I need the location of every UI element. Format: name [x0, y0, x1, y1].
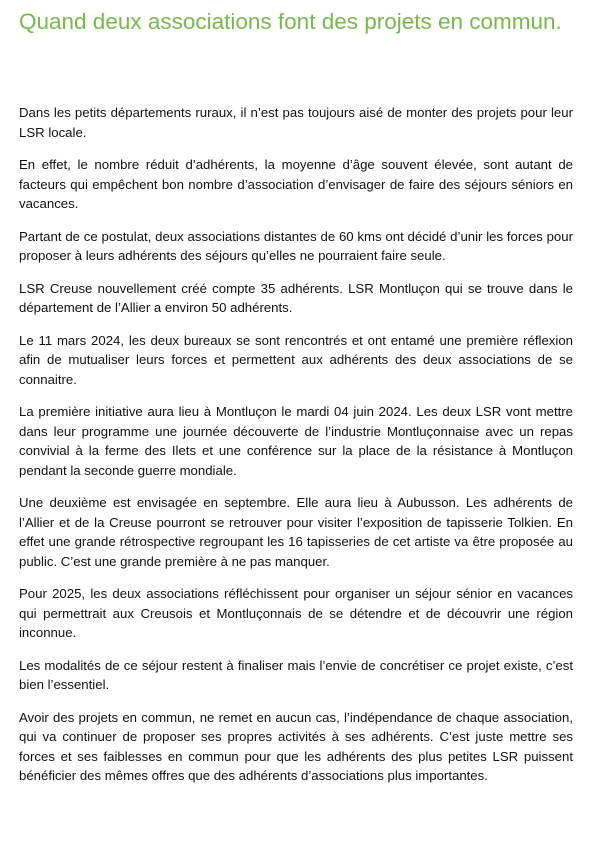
paragraph-2: En effet, le nombre réduit d’adhérents, la moyenne d’âge souvent élevée, sont autant de facteurs qui empêchent bon nombre d’association d’envisager de faire des séjours séniors en vacances.: [19, 157, 573, 211]
paragraph-1: Dans les petits départements ruraux, il n’est pas toujours aisé de monter des projets pour leur LSR locale.: [19, 105, 573, 140]
paragraph-6: La première initiative aura lieu à Montluçon le mardi 04 juin 2024. Les deux LSR vont mettre dans leur programme une journée découverte de l’industrie Montluçonnaise avec un repas convivial à la ferme des Ilets et une conférence sur la place de la résistance à Montluçon pendant la seconde guerre mondiale.: [19, 404, 573, 478]
document-title: Quand deux associations font des projets en commun.: [19, 9, 562, 34]
paragraph-7: Une deuxième est envisagée en septembre. Elle aura lieu à Aubusson. Les adhérents de l’Allier et de la Creuse pourront se retrouver pour visiter l’exposition de tapisserie Tolkien. En effet une grande rétrospective regroupant les 16 tapisseries de cet artiste va être proposée au public. C’est une grande première à ne pas manquer.: [19, 495, 573, 569]
paragraph-10: Avoir des projets en commun, ne remet en aucun cas, l’indépendance de chaque association, qui va continuer de proposer ses propres activités à ses adhérents. C’est juste mettre ses forces et ses faiblesses en commun pour que les adhérents des plus petites LSR puissent bénéficier des mêmes offres que des adhérents d’associations plus importantes.: [19, 709, 573, 783]
paragraph-4: LSR Creuse nouvellement créé compte 35 adhérents. LSR Montluçon qui se trouve dans le département de l’Allier a environ 50 adhérents.: [19, 280, 573, 315]
paragraph-9: Les modalités de ce séjour restent à finaliser mais l’envie de concrétiser ce projet existe, c’est bien l’essentiel.: [19, 657, 573, 692]
paragraph-8: Pour 2025, les deux associations réfléchissent pour organiser un séjour sénior en vacances qui permettrait aux Creusois et Montluçonnais de se détendre et de découvrir une région inconnue.: [19, 586, 573, 640]
paragraph-5: Le 11 mars 2024, les deux bureaux se sont rencontrés et ont entamé une première réflexion afin de mutualiser leurs forces et permettent aux adhérents des deux associations de se connaitre.: [19, 332, 573, 387]
paragraph-3: Partant de ce postulat, deux associations distantes de 60 kms ont décidé d’unir les forces pour proposer à leurs adhérents des séjours qu’elles ne pourraient faire seule.: [19, 228, 573, 263]
document-body: [19, 103, 573, 799]
